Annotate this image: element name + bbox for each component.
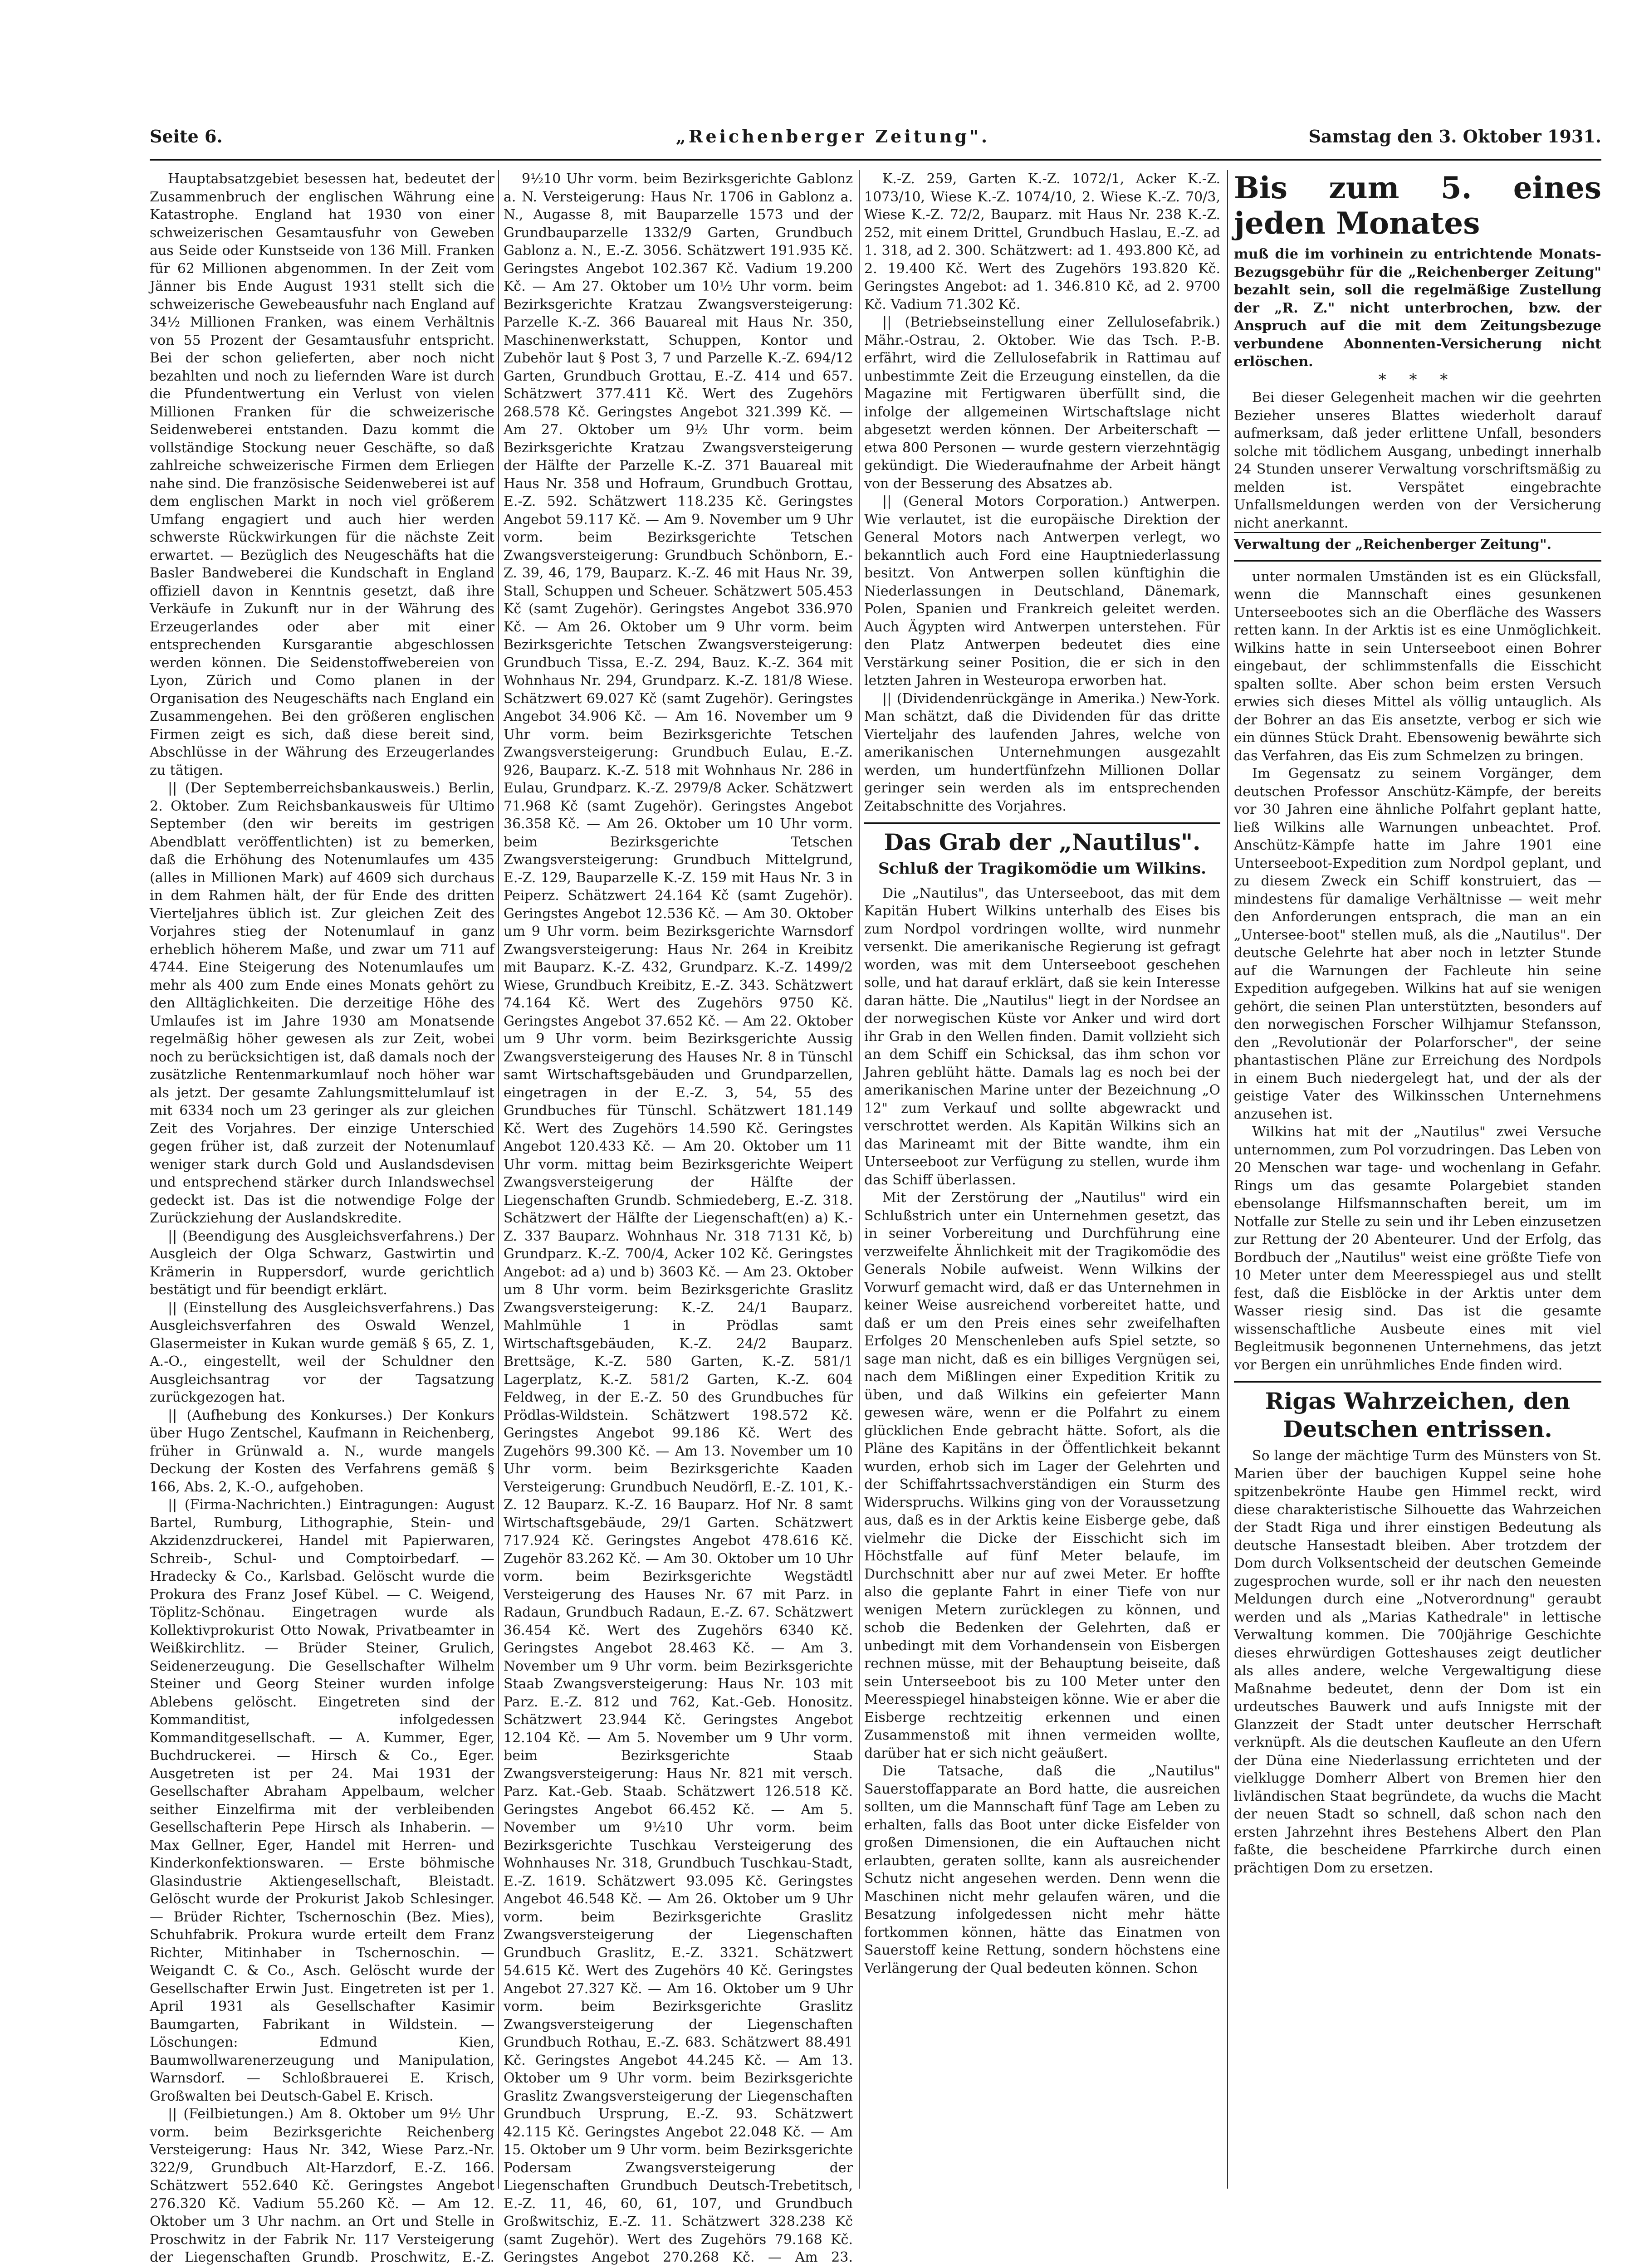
notice-signature: Verwaltung der „Reichenberger Zeitung". (1234, 532, 1601, 554)
paragraph: || (Dividendenrückgänge in Amerika.) New-York. Man schätzt, daß die Dividenden für das dritte Vierteljahr des laufenden Jahres, welche von amerikanischen Unternehmungen ausgezahlt werden, um hundertfünfzehn Millionen Dollar geringer sein werden als im entsprechenden Zeitabschnitte des Vorjahres. (864, 690, 1220, 814)
paragraph: Im Gegensatz zu seinem Vorgänger, dem deutschen Professor Anschütz-Kämpfe, der bereits vor 30 Jahren eine ähnliche Polfahrt geplant hatte, ließ Wilkins alle Warnungen unbeachtet. Prof. Anschütz-Kämpfe hatte im Jahre 1901 eine Unterseeboot-Expedition zum Nordpol geplant, und zu diesem Zweck ein Schiff konstruiert, das — mindestens für damalige Verhältnisse — weit mehr den Anforderungen entsprach, die man an ein „Untersee-boot" stellen muß, als die „Nautilus". Der deutsche Gelehrte hat aber noch in letzter Stunde auf die Warnungen der Fachleute hin seine Expedition aufgegeben. Wilkins hat auf sie wenigen gehört, die seinen Plan unterstützten, besonders auf den norwegischen Forscher Wilhjamur Stefansson, den „Revolutionär der Polarforscher", der seine phantastischen Pläne zur Erreichung des Nordpols in einem Buch niedergelegt hat, und der als der geistige Vater des Wilkinsschen Unternehmens anzusehen ist. (1234, 766, 1601, 1122)
separator-stars: * * * (1378, 370, 1457, 389)
column-4 (1234, 170, 1601, 2189)
paragraph: || (Einstellung des Ausgleichsverfahrens.) Das Ausgleichsverfahren des Oswald Wenzel, Glasermeister in Kukan wurde gemäß § 65, Z. 1, A.-O., eingestellt, weil der Schuldner den Ausgleichsantrag vor der Tagsatzung zurückgezogen hat. (150, 1300, 494, 1405)
article-title: Das Grab der „Nautilus". (884, 829, 1201, 855)
article-divider (1234, 1381, 1601, 1383)
column-2 (504, 170, 853, 2265)
notice-text: muß die im vorhinein zu entrichtende Monats-Bezugsgebühr für die „Reichenberger Zeitung" bezahlt sein, soll die regelmäßige Zustellung der „R. Z." nicht unterbrochen, bzw. der Anspruch auf die mit dem Zeitungsbezuge verbundene Abonnenten-Versicherung nicht erlöschen. (1234, 246, 1601, 370)
paragraph: || (Feilbietungen.) Am 8. Oktober um 9½ Uhr vorm. beim Bezirksgerichte Reichenberg Versteigerung: Haus Nr. 342, Wiese Parz.-Nr. 322/9, Grundbuch Alt-Harzdorf, E.-Z. 166. Schätzwert 552.640 Kč. Geringstes Angebot 276.320 Kč. Vadium 55.260 Kč. — Am 12. Oktober um 3 Uhr nachm. an Ort und Stelle in Proschwitz in der Fabrik Nr. 117 Versteigerung der Liegenschaften Grundb. Proschwitz, E.-Z. (150, 2106, 494, 2265)
subscription-notice (1234, 170, 1601, 562)
article-subtitle: Schluß der Tragikomödie um Wilkins. (878, 860, 1207, 878)
column-3 (864, 170, 1220, 2189)
article-title: Rigas Wahrzeichen, den Deutschen entrissen. (1265, 1388, 1571, 1442)
notice-title: Bis zum 5. eines jeden Monates (1234, 170, 1601, 241)
paragraph: || (General Motors Corporation.) Antwerpen. Wie verlautet, ist die europäische Direktion der General Motors nach Antwerpen verlegt, wo bekanntlich auch Ford eine Hauptniederlassung besitzt. Von Antwerpen sollen künftighin die Niederlassungen in Deutschland, Dänemark, Polen, Spanien und Frankreich geleitet werden. Auch Ägypten wird Antwerpen unterstehen. Für den Platz Antwerpen bedeutet dies eine Verstärkung seiner Position, die er sich in den letzten Jahren in Westeuropa erworben hat. (864, 494, 1220, 689)
page-header (150, 126, 1601, 153)
paragraph: 9½10 Uhr vorm. beim Bezirksgerichte Gablonz a. N. Versteigerung: Haus Nr. 1706 in Gablonz a. N., Augasse 8, mit Bauparzelle 1573 und der Grundbauparzelle 1332/9 Garten, Grundbuch Gablonz a. N., E.-Z. 3056. Schätzwert 191.935 Kč. Geringstes Angebot 102.367 Kč. Vadium 19.200 Kč. — Am 27. Oktober um 10½ Uhr vorm. beim Bezirksgerichte Kratzau Zwangsversteigerung: Parzelle K.-Z. 366 Bauareal mit Haus Nr. 350, Maschinenwerkstatt, Schuppen, Kontor und Zubehör laut § Post 3, 7 und Parzelle K.-Z. 694/12 Garten, Grundbuch Grottau, E.-Z. 414 und 657. Schätzwert 377.411 Kč. Wert des Zugehörs 268.578 Kč. Geringstes Angebot 321.399 Kč. — Am 27. Oktober um 9½ Uhr vorm. beim Bezirksgerichte Kratzau Zwangsversteigerung der Hälfte der Parzelle K.-Z. 371 Bauareal mit Haus Nr. 358 und Hofraum, Grundbuch Grottau, E.-Z. 592. Schätzwert 118.235 Kč. Geringstes Angebot 59.117 Kč. — Am 9. November um 9 Uhr vorm. beim Bezirksgerichte Tetschen Zwangsversteigerung: Grundbuch Schönborn, E.-Z. 39, 46, 179, Bauparz. K.-Z. 46 mit Haus Nr. 39, Stall, Schuppen und Scheuer. Schätzwert 505.453 Kč (samt Zugehör). Geringstes Angebot 336.970 Kč. — Am 26. Oktober um 9 Uhr vorm. beim Bezirksgerichte Tetschen Zwangsversteigerung: Grundbuch Tissa, E.-Z. 294, Bauz. K.-Z. 364 mit Wohnhaus Nr. 294, Grundparz. K.-Z. 181/8 Wiese. Schätzwert 69.027 Kč (samt Zugehör). Geringstes Angebot 34.906 Kč. — Am 16. November um 9 Uhr vorm. beim Bezirksgerichte Tetschen Zwangsversteigerung: Grundbuch Eulau, E.-Z. 926, Bauparz. K.-Z. 518 mit Wohnhaus Nr. 286 in Eulau, Grundparz. K.-Z. 2979/8 Acker. Schätzwert 71.968 Kč (samt Zugehör). Geringstes Angebot 36.358 Kč. — Am 26. Oktober um 10 Uhr vorm. beim Bezirksgerichte Tetschen Zwangsversteigerung: Grundbuch Mittelgrund, E.-Z. 129, Bauparzelle K.-Z. 159 mit Haus Nr. 3 in Peiperz. Schätzwert 24.164 Kč (samt Zugehör). Geringstes Angebot 12.536 Kč. — Am 30. Oktober um 9 Uhr vorm. beim Bezirksgerichte Warnsdorf Zwangsversteigerung: Haus Nr. 264 in Kreibitz mit Bauparz. K.-Z. 432, Grundparz. K.-Z. 1499/2 Wiese, Grundbuch Kreibitz, E.-Z. 343. Schätzwert 74.164 Kč. Wert des Zugehörs 9750 Kč. Geringstes Angebot 37.652 Kč. — Am 22. Oktober um 9 Uhr vorm. beim Bezirksgerichte Aussig Zwangsversteigerung des Hauses Nr. 8 in Tünschl samt Wirtschaftsgebäuden und Grundparzellen, eingetragen in der E.-Z. 3, 54, 55 des Grundbuches für Tünschl. Schätzwert 181.149 Kč. Wert des Zugehörs 14.590 Kč. Geringstes Angebot 120.433 Kč. — Am 20. Oktober um 11 Uhr vorm. mittag beim Bezirksgerichte Weipert Zwangsversteigerung der Hälfte der Liegenschaften Grundb. Schmiedeberg, E.-Z. 318. Schätzwert der Hälfte der Liegenschaft(en) a) K.-Z. 337 Bauparz. Wohnhaus Nr. 318 7131 Kč, b) Grundparz. K.-Z. 700/4, Acker 102 Kč. Geringstes Angebot: ad a) und b) 3603 Kč. — Am 23. Oktober um 8 Uhr vorm. beim Bezirksgerichte Graslitz Zwangsversteigerung: K.-Z. 24/1 Bauparz. Mahlmühle 1 in Prödlas samt Wirtschaftsgebäuden, K.-Z. 24/2 Bauparz. Brettsäge, K.-Z. 580 Garten, K.-Z. 581/1 Lagerplatz, K.-Z. 581/2 Garten, K.-Z. 604 Feldweg, in der E.-Z. 50 des Grundbuches für Prödlas-Wildstein. Schätzwert 198.572 Kč. Geringstes Angebot 99.186 Kč. Wert des Zugehörs 99.300 Kč. — Am 13. November um 10 Uhr vorm. beim Bezirksgerichte Kaaden Versteigerung: Grundbuch Neudörfl, E.-Z. 101, K.-Z. 12 Bauparz. K.-Z. 16 Bauparz. Hof Nr. 8 samt Wirtschaftsgebäude, 29/1 Garten. Schätzwert 717.924 Kč. Geringstes Angebot 478.616 Kč. Zugehör 83.262 Kč. — Am 30. Oktober um 10 Uhr vorm. beim Bezirksgerichte Wegstädtl Versteigerung des Hauses Nr. 67 mit Parz. in Radaun, Grundbuch Radaun, E.-Z. 67. Schätzwert 36.454 Kč. Wert des Zugehörs 6340 Kč. Geringstes Angebot 28.463 Kč. — Am 3. November um 9 Uhr vorm. beim Bezirksgerichte Staab Zwangsversteigerung: Haus Nr. 103 mit Parz. E.-Z. 812 und 762, Kat.-Geb. Honositz. Schätzwert 23.944 Kč. Geringstes Angebot 12.104 Kč. — Am 5. November um 9 Uhr vorm. beim Bezirksgerichte Staab Zwangsversteigerung: Haus Nr. 821 mit versch. Parz. Kat.-Geb. Staab. Schätzwert 126.518 Kč. Geringstes Angebot 66.452 Kč. — Am 5. November um 9½10 Uhr vorm. beim Bezirksgerichte Tuschkau Versteigerung des Wohnhauses Nr. 318, Grundbuch Tuschkau-Stadt, E.-Z. 1619. Schätzwert 93.095 Kč. Geringstes Angebot 46.548 Kč. — Am 26. Oktober um 9 Uhr vorm. beim Bezirksgerichte Graslitz Zwangsversteigerung der Liegenschaften Grundbuch Graslitz, E.-Z. 3321. Schätzwert 54.615 Kč. Wert des Zugehörs 40 Kč. Geringstes Angebot 27.327 Kč. — Am 16. Oktober um 9 Uhr vorm. beim Bezirksgerichte Graslitz Zwangsversteigerung der Liegenschaften Grundbuch Rothau, E.-Z. 683. Schätzwert 88.491 Kč. Geringstes Angebot 44.245 Kč. — Am 13. Oktober um 9 Uhr vorm. beim Bezirksgerichte Graslitz Zwangsversteigerung der Liegenschaften Grundbuch Ursprung, E.-Z. 93. Schätzwert 42.115 Kč. Geringstes Angebot 22.048 Kč. — Am 15. Oktober um 9 Uhr vorm. beim Bezirksgerichte Podersam Zwangsversteigerung der Liegenschaften Grundbuch Deutsch-Trebetitsch, E.-Z. 11, 46, 60, 61, 107, und Grundbuch Großwitschiz, E.-Z. 11. Schätzwert 328.238 Kč (samt Zugehör). Wert des Zugehörs 79.168 Kč. Geringstes Angebot 270.268 Kč. — Am 23. (504, 171, 853, 2265)
paragraph: || (Betriebseinstellung einer Zellulosefabrik.) Mähr.-Ostrau, 2. Oktober. Wie das Tsch. P.-B. erfährt, wird die Zellulosefabrik in Rattimau auf unbestimmte Zeit die Erzeugung einstellen, da die Magazine mit Fertigwaren überfüllt sind, die infolge der allgemeinen Wirtschaftslage nicht abgesetzt werden können. Der Arbeiterschaft — etwa 800 Personen — wurde gestern vierzehntägig gekündigt. Die Wiederaufnahme der Arbeit hängt von der Besserung des Absatzes ab. (864, 314, 1220, 492)
paragraph: unter normalen Umständen ist es ein Glücksfall, wenn die Mannschaft eines gesunkenen Unterseebootes sich an die Oberfläche des Wassers retten kann. In der Arktis ist es eine Unmöglichkeit. Wilkins hatte in sein Unterseeboot einen Bohrer eingebaut, der schlimmstenfalls die Eisschicht spalten sollte. Aber schon beim ersten Versuch erwies sich dieses Mittel als völlig untauglich. Als der Bohrer an das Eis ansetzte, verbog er sich wie ein dünnes Stück Draht. Ebensowenig bewährte sich das Verfahren, das Eis zum Schmelzen zu bringen. (1234, 568, 1601, 764)
column-divider (859, 170, 860, 2189)
paragraph: Wilkins hat mit der „Nautilus" zwei Versuche unternommen, zum Pol vorzudringen. Das Leben von 20 Menschen war tage- und wochenlang in Gefahr. Rings um das gesamte Polargebiet standen ebensolange Hilfsmannschaften bereit, um im Notfalle zur Stelle zu sein und ihr Leben einzusetzen zur Rettung der 20 Abenteurer. Und der Erfolg, das Bordbuch der „Nautilus" weist eine größte Tiefe von 10 Meter unter dem Meeresspiegel aus und stellt fest, daß die Eisblöcke in der Arktis unter dem Wasser riesig sind. Das ist die gesamte wissenschaftliche Ausbeute eines mit viel Begleitmusik begonnenen Unternehmens, das jetzt vor Bergen ein unrühmliches Ende finden wird. (1234, 1124, 1601, 1373)
article-divider (864, 822, 1220, 824)
paragraph: So lange der mächtige Turm des Münsters von St. Marien über der bauchigen Kuppel seine hohe spitzenbekrönte Haube gen Himmel reckt, wird diese charakteristische Silhouette das Wahrzeichen der Stadt Riga und ihrer einstigen Bedeutung als deutsche Hansestadt bleiben. Aber trotzdem der Dom durch Volksentscheid der deutschen Gemeinde zugesprochen wurde, soll er ihr nach den neuesten Meldungen durch eine „Notverordnung" geraubt werden und als „Marias Kathedrale" in lettische Verwaltung kommen. Die 700jährige Geschichte dieses ehrwürdigen Gotteshauses zeigt deutlicher als alles andere, welche Vergewaltigung diese Maßnahme bedeutet, denn der Dom ist ein urdeutsches Bauwerk und aufs Innigste mit der Glanzzeit der Stadt unter deutscher Herrschaft verknüpft. Als die deutschen Kaufleute an den Ufern der Düna eine Niederlassung errichteten und der vielklugge Domherr Albert von Bremen hier den livländischen Staat begründete, da wuchs die Macht der neuen Stadt so schnell, daß schon nach den ersten Jahrzehnt ihres Bestehens Albert den Plan faßte, die bescheidene Pfarrkirche durch einen prächtigen Dom zu ersetzen. (1234, 1448, 1601, 1876)
paragraph: Mit der Zerstörung der „Nautilus" wird ein Schlußstrich unter ein Unternehmen gesetzt, das in seiner Vorbereitung und Durchführung eine verzweifelte Ähnlichkeit mit der Tragikomödie des Generals Nobile aufweist. Wenn Wilkins der Vorwurf gemacht wird, daß er das Unternehmen in keiner Weise ausreichend vorbereitet hatte, und daß er um den Preis eines sehr zweifelhaften Erfolges 20 Menschenleben aufs Spiel setzte, so sage man nicht, daß es ein billiges Vergnügen sei, nach dem Mißlingen einer Expedition Kritik zu üben, und daß Wilkins ein gefeierter Mann gewesen wäre, wenn er die Polfahrt zu einem glücklichen Ende gebracht hätte. Sofort, als die Pläne des Kapitäns in der Öffentlichkeit bekannt wurden, erhob sich im Lager der Gelehrten und der Schiffahrtssachverständigen ein Sturm des Widerspruchs. Wilkins ging von der Voraussetzung aus, daß es in der Arktis keine Eisberge gebe, daß vielmehr die Dicke der Eisschicht sich im Höchstfalle auf fünf Meter belaufe, im Durchschnitt aber nur auf zwei Meter. Er hoffte also die geplante Fahrt in einer Tiefe von nur wenigen Metern zurücklegen zu können, und schob die Bedenken der Gelehrten, daß er unbedingt mit dem Vorhandensein von Eisbergen rechnen müsse, mit der Behauptung beiseite, daß sein Unterseeboot bis zu 100 Meter unter den Meeresspiegel hinabsteigen könne. Wie er aber die Eisberge rechtzeitig erkennen und einen Zusammenstoß mit ihnen vermeiden wollte, darüber hat er sich nicht geäußert. (864, 1190, 1220, 1761)
paragraph: || (Firma-Nachrichten.) Eintragungen: August Bartel, Rumburg, Lithographie, Stein- und Akzidenzdruckerei, Handel mit Papierwaren, Schreib-, Schul- und Comptoirbedarf. — Hradecky & Co., Karlsbad. Gelöscht wurde die Prokura des Franz Josef Kübel. — C. Weigend, Töplitz-Schönau. Eingetragen wurde als Kollektivprokurist Otto Nowak, Privatbeamter in Weißkirchlitz. — Brüder Steiner, Grulich, Seidenerzeugung. Die Gesellschafter Wilhelm Steiner und Georg Steiner wurden infolge Ablebens gelöscht. Eingetreten sind der Kommanditist, infolgedessen Kommanditgesellschaft. — A. Kummer, Eger, Buchdruckerei. — Hirsch & Co., Eger. Ausgetreten ist per 24. Mai 1931 der Gesellschafter Abraham Appelbaum, welcher seither Einzelfirma mit der verbleibenden Gesellschafterin Pepe Hirsch als Inhaberin. — Max Gellner, Eger, Handel mit Herren- und Kinderkonfektionswaren. — Erste böhmische Glasindustrie Aktiengesellschaft, Bleistadt. Gelöscht wurde der Prokurist Jakob Schlesinger. — Brüder Richter, Tschernoschin (Bez. Mies), Schuhfabrik. Prokura wurde erteilt dem Franz Richter, Mitinhaber in Tschernoschin. — Weigandt C. & Co., Asch. Gelöscht wurde der Gesellschafter Erwin Just. Eingetreten ist per 1. April 1931 als Gesellschafter Kasimir Baumgarten, Fabrikant in Wildstein. — Löschungen: Edmund Kien, Baumwollwarenerzeugung und Manipulation, Warnsdorf. — Schloßbrauerei E. Krisch, Großwalten bei Deutsch-Gabel E. Krisch. (150, 1497, 494, 2104)
column-divider (498, 170, 499, 2189)
paragraph: Die „Nautilus", das Unterseeboot, das mit dem Kapitän Hubert Wilkins unterhalb des Eises bis zum Nordpol vordringen wollte, wird nunmehr versenkt. Die amerikanische Regierung ist gefragt worden, was mit dem Unterseeboot geschehen solle, und hat darauf erklärt, daß sie kein Interesse daran hätte. Die „Nautilus" liegt in der Nordsee an der norwegischen Küste vor Anker und wird dort ihr Grab in den Wellen finden. Damit vollzieht sich an dem Schiff ein Schicksal, das ihm schon vor Jahren geblüht hätte. Damals lag es noch bei der amerikanischen Marine unter der Bezeichnung „O 12" zum Verkauf und sollte abgewrackt und verschrottet werden. Als Kapitän Wilkins sich an das Marineamt mit der Bitte wandte, ihm ein Unterseeboot zur Verfügung zu stellen, wurde ihm das Schiff überlassen. (864, 885, 1220, 1188)
newspaper-name: „Reichenberger Zeitung". (676, 126, 990, 147)
column-1 (150, 170, 494, 2265)
column-divider (1227, 170, 1228, 2189)
page-number: Seite 6. (150, 126, 223, 147)
notice-text: Bei dieser Gelegenheit machen wir die geehrten Bezieher unseres Blattes wiederholt darauf aufmerksam, daß jeder erlittene Unfall, besonders solche mit tödlichem Ausgang, unbedingt innerhalb 24 Stunden unserer Verwaltung vorschriftsmäßig zu melden ist. Verspätet eingebrachte Unfallsmeldungen werden von der Versicherung nicht anerkannt. (1234, 390, 1601, 531)
paragraph: K.-Z. 259, Garten K.-Z. 1072/1, Acker K.-Z. 1073/10, Wiese K.-Z. 1074/10, 2. Wiese K.-Z. 70/3, Wiese K.-Z. 72/2, Bauparz. mit Haus Nr. 238 K.-Z. 252, mit einem Drittel, Grundbuch Haslau, E.-Z. ad 1. 318, ad 2. 300. Schätzwert: ad 1. 493.800 Kč, ad 2. 19.400 Kč. Wert des Zugehörs 193.820 Kč. Geringstes Angebot: ad 1. 346.810 Kč, ad 2. 9700 Kč. Vadium 71.302 Kč. (864, 171, 1220, 313)
paragraph: Hauptabsatzgebiet besessen hat, bedeutet der Zusammenbruch der englischen Währung eine Katastrophe. England hat 1930 von einer schweizerischen Gesamtausfuhr von Geweben aus Seide oder Kunstseide von 136 Mill. Franken für 62 Millionen abgenommen. In der Zeit vom Jänner bis Ende August 1931 stellt sich die schweizerische Gewebeausfuhr nach England auf 34½ Millionen Franken, was einem Verhältnis von 55 Prozent der Gesamtausfuhr entspricht. Bei der schon gelieferten, aber noch nicht bezahlten und noch zu liefernden Ware ist durch die Pfundentwertung ein Verlust von vielen Millionen Franken für die schweizerische Seidenweberei entstanden. Dazu kommt die vollständige Stockung neuer Geschäfte, so daß zahlreiche schweizerische Firmen dem Erliegen nahe sind. Die französische Seidenweberei ist auf dem englischen Markt in noch viel größerem Umfang engagiert und auch hier werden schwerste Rückwirkungen für die nächste Zeit erwartet. — Bezüglich des Neugeschäfts hat die Basler Bandweberei die Kundschaft in England offiziell davon in Kenntnis gesetzt, daß ihre Verkäufe in Zukunft nur in der Währung des Erzeugerlandes oder aber mit einer entsprechenden Kursgarantie abgeschlossen werden können. Die Seidenstoffwebereien von Lyon, Zürich und Como planen in der Organisation des Neugeschäfts nach England ein Zusammengehen. Bei den größeren englischen Firmen zeigt es sich, daß diese bereit sind, Abschlüsse in der Währung des Erzeugerlandes zu tätigen. (150, 171, 494, 778)
paragraph: || (Aufhebung des Konkurses.) Der Konkurs über Hugo Zentschel, Kaufmann in Reichenberg, früher in Grünwald a. N., wurde mangels Deckung der Kosten des Verfahrens gemäß § 166, Abs. 2, K.-O., aufgehoben. (150, 1407, 494, 1495)
paragraph: || (Beendigung des Ausgleichsverfahrens.) Der Ausgleich der Olga Schwarz, Gastwirtin und Krämerin in Ruppersdorf, wurde gerichtlich bestätigt und für beendigt erklärt. (150, 1228, 494, 1298)
header-rule (150, 159, 1601, 161)
paragraph: Die Tatsache, daß die „Nautilus" Sauerstoffapparate an Bord hatte, die ausreichen sollten, um die Mannschaft fünf Tage am Leben zu erhalten, falls das Boot unter dicke Eisfelder von großen Dimensionen, die ein Auftauchen nicht erlaubten, geraten sollte, kann als ausreichender Schutz nicht angesehen werden. Denn wenn die Maschinen nicht mehr gelaufen wären, und die Besatzung infolgedessen nicht mehr hätte fortkommen können, hätte das Einatmen von Sauerstoff keine Rettung, sondern höchstens eine Verlängerung der Qual bedeuten können. Schon (864, 1763, 1220, 1976)
paragraph: || (Der Septemberreichsbankausweis.) Berlin, 2. Oktober. Zum Reichsbankausweis für Ultimo September (den wir bereits im gestrigen Abendblatt veröffentlichten) ist zu bemerken, daß die Erhöhung des Notenumlaufes um 435 (alles in Millionen Mark) auf 4609 sich durchaus in dem Rahmen hält, der für Ende des dritten Vierteljahres üblich ist. Zur gleichen Zeit des Vorjahres stieg der Notenumlauf in ganz erheblich höherem Maße, und zwar um 711 auf 4744. Eine Steigerung des Notenumlaufes um mehr als 400 zum Ende eines Monats gehört zu den Alltäglichkeiten. Die derzeitige Höhe des Umlaufes ist im Jahre 1930 am Monatsende regelmäßig höher gewesen als zur Zeit, wobei noch zu berücksichtigen ist, daß damals noch der zusätzliche Rentenmarkumlauf noch höher war als jetzt. Der gesamte Zahlungsmittelumlauf ist mit 6334 noch um 23 geringer als zur gleichen Zeit des Vorjahres. Der einzige Unterschied gegen früher ist, daß zurzeit der Notenumlauf weniger stark durch Gold und Auslandsdevisen und entsprechend stärker durch Inlandswechsel gedeckt ist. Das ist die notwendige Folge der Zurückziehung der Auslandskredite. (150, 780, 494, 1226)
issue-date: Samstag den 3. Oktober 1931. (1308, 126, 1601, 147)
